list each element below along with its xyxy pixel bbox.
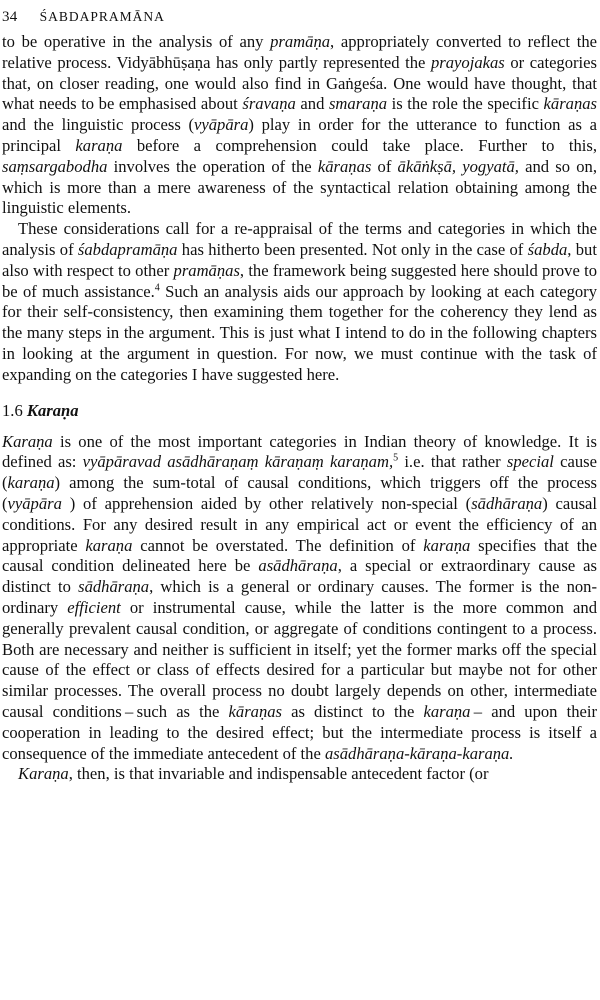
italic-term: karaṇa: [85, 535, 133, 555]
italic-term: efficient: [67, 597, 121, 617]
paragraph-reappraisal: [2, 219, 597, 385]
italic-term: vyāpāra: [194, 115, 249, 135]
section-number: 1.6: [2, 400, 23, 420]
italic-term: kāraṇas: [543, 94, 597, 114]
italic-term: karaṇa: [423, 535, 471, 555]
italic-term: vyāpāravad asādhāraṇaṃ kāraṇaṃ karaṇam,: [82, 452, 394, 472]
text-run: is the role the specific: [387, 94, 544, 114]
italic-term: vyāpāra: [7, 493, 62, 513]
text-run: or categories that, on closer reading, one would also find in Gaṅgeśa. One would have thought, that what needs to be emphasised about: [2, 52, 597, 114]
italic-term: sādhāraṇa: [78, 577, 150, 597]
text-run: , appropriately converted to reflect the relative process. Vidyābhūṣaṇa has only partly represented the: [2, 32, 597, 72]
footnote-ref: 5: [393, 452, 399, 464]
italic-term: asādhāraṇa-kāraṇa-karaṇa.: [324, 743, 514, 763]
italic-term: Karaṇa: [18, 764, 69, 784]
text-run: or instrumental cause, while the latter is the more common and generally prevalent causal condition, or aggregate of conditions contingent to a process. Both are necessary and neither is sufficient in itself; yet the former marks off the special cause of the effect or class of effects desired for a particular but maybe not for other similar processes. The overall process no doubt largely depends on other, intermediate causal conditions – such as the: [2, 597, 597, 721]
italic-term: saṃsargabodha: [2, 156, 108, 176]
text-run: , the framework being suggested here should prove to be of much assistance.: [2, 260, 597, 301]
running-title: ŚABDAPRAMĀNA: [39, 9, 165, 24]
text-run: before a comprehension could take place. Further to this,: [122, 135, 597, 155]
text-run: ) among the sum-total of causal conditions, which triggers off the process (: [2, 473, 597, 513]
italic-term: śabda: [527, 239, 568, 259]
italic-term: sādhāraṇa: [471, 493, 543, 513]
italic-term: śravaṇa: [242, 94, 296, 114]
text-run: cannot be overstated. The definition of: [132, 535, 424, 555]
text-run: is one of the most important categories in Indian theory of knowledge. It is defined as:: [2, 431, 597, 472]
text-run: ) of apprehension aided by other relatively non-special (: [61, 493, 472, 513]
italic-term: kāraṇas: [317, 156, 372, 176]
text-run: of: [371, 156, 398, 176]
text-run: , but also with respect to other: [2, 239, 597, 280]
text-run: cause (: [2, 452, 597, 493]
footnote-ref: 4: [154, 282, 160, 294]
paragraph-karana-continued: [2, 764, 597, 785]
text-run: , then, is that invariable and indispensable antecedent factor (or: [68, 764, 489, 784]
text-run: involves the operation of the: [107, 156, 318, 176]
italic-term: śabdapramāṇa: [77, 239, 178, 259]
paragraph-karana-definition: [2, 432, 597, 765]
italic-term: karaṇa: [423, 701, 471, 721]
italic-term: prayojakas: [431, 52, 505, 72]
italic-term: ākāṅkṣā, yogyatā,: [397, 156, 519, 176]
text-run: , which is a general or ordinary causes. The former is the non-ordinary: [2, 577, 597, 617]
text-run: to be operative in the analysis of any: [2, 32, 271, 51]
text-run: ) causal conditions. For any desired result in any empirical act or event the efficiency of an appropriate: [2, 493, 598, 555]
text-run: as distinct to the: [282, 701, 424, 721]
italic-term: special: [506, 452, 554, 472]
italic-term: smaraṇa: [328, 94, 388, 114]
text-run: i.e. that rather: [398, 452, 507, 472]
text-run: has hitherto been presented. Not only in the case of: [177, 239, 528, 259]
page-number: 34: [2, 8, 18, 25]
section-title: Karaṇa: [26, 400, 79, 420]
text-run: , a special or extraordinary cause as distinct to: [2, 556, 597, 597]
text-run: and so on, which is more than a mere awareness of the syntactical relation obtaining among the linguistic elements.: [2, 156, 597, 218]
italic-term: asādhāraṇa: [258, 556, 338, 576]
italic-term: karaṇa: [7, 473, 55, 493]
italic-term: karaṇa: [75, 135, 123, 155]
paragraph-continued: [2, 32, 597, 219]
text-run: and: [295, 94, 329, 114]
text-run: – and upon their cooperation in leading to the desired effect; but the intermediate process is itself a consequence of the immediate antecedent of the: [2, 701, 597, 763]
text-run: Such an analysis aids our approach by looking at each category for their self-consistency, then examining them together for the coherency they lend as the many steps in the argument. This is just what I intend to do in the following chapters in looking at the argument in question. For now, we must continue with the task of expanding on the categories I have suggested here.: [2, 281, 598, 384]
italic-term: kāraṇas: [228, 701, 282, 721]
italic-term: Karaṇa: [2, 431, 53, 451]
italic-term: pramāṇas: [173, 260, 240, 280]
text-run: These considerations call for a re-appraisal of the terms and categories in which the analysis of: [2, 219, 597, 259]
text-run: specifies that the causal condition delineated here be: [2, 535, 597, 576]
text-run: and the linguistic process (: [2, 115, 194, 135]
running-head: [2, 2, 597, 32]
section-heading: [2, 400, 597, 422]
italic-term: pramāṇa: [270, 32, 331, 51]
text-run: ) play in order for the utterance to function as a principal: [2, 115, 597, 155]
